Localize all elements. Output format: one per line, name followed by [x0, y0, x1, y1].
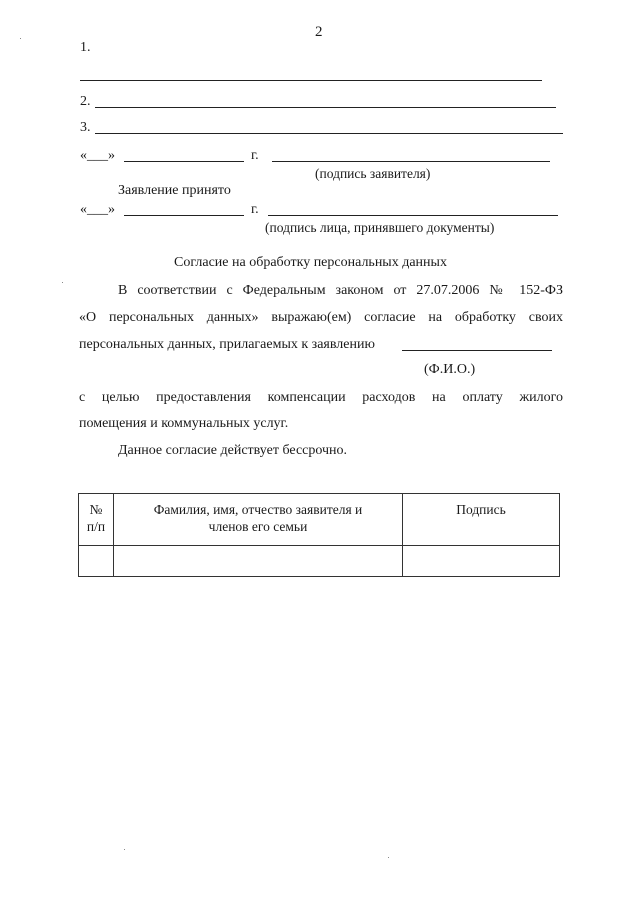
- cell-number[interactable]: [79, 546, 114, 577]
- applicant-signature-caption: (подпись заявителя): [315, 166, 431, 181]
- scan-speck: [20, 38, 21, 39]
- scan-speck: [124, 849, 125, 850]
- item-2-label: 2.: [80, 94, 91, 109]
- fio-blank-line[interactable]: [402, 350, 552, 351]
- item-2-blank-line[interactable]: [95, 107, 556, 108]
- acceptor-date-day: «___»: [80, 202, 115, 217]
- header-signature: Подпись: [403, 494, 560, 546]
- header-number-line-2: п/п: [86, 519, 106, 534]
- item-1-label: 1.: [80, 40, 91, 55]
- scan-speck: [388, 857, 389, 858]
- table-row: [79, 546, 560, 577]
- cell-fullname[interactable]: [114, 546, 403, 577]
- table-header-row: [79, 494, 560, 546]
- item-3-label: 3.: [80, 120, 91, 135]
- header-number: [79, 494, 114, 546]
- consent-paragraph-line-3: персональных данных, прилагаемых к заявлению: [79, 337, 375, 352]
- header-number-line-1: №: [89, 502, 103, 517]
- purpose-line-1: с целью предоставления компенсации расходов на оплату жилого: [79, 390, 563, 405]
- accepted-label: Заявление принято: [118, 183, 231, 198]
- applicant-signature-blank[interactable]: [272, 161, 550, 162]
- consent-title: Согласие на обработку персональных данных: [174, 255, 447, 270]
- fio-caption: (Ф.И.О.): [424, 362, 476, 377]
- scan-speck: [62, 282, 63, 283]
- consent-paragraph-line-2: «О персональных данных» выражаю(ем) согласие на обработку своих: [79, 310, 563, 325]
- consent-validity: Данное согласие действует бессрочно.: [118, 443, 348, 458]
- applicant-year-suffix: г.: [251, 148, 259, 163]
- header-fullname: [114, 494, 403, 546]
- item-3-blank-line[interactable]: [95, 133, 563, 134]
- applicant-date-day: «___»: [80, 148, 115, 163]
- acceptor-date-month-blank[interactable]: [124, 215, 244, 216]
- acceptor-signature-blank[interactable]: [268, 215, 558, 216]
- acceptor-signature-caption: (подпись лица, принявшего документы): [265, 220, 495, 235]
- applicant-date-month-blank[interactable]: [124, 161, 244, 162]
- consent-paragraph-line-1: В соответствии с Федеральным законом от 27.07.2006 № 152-ФЗ: [118, 283, 563, 298]
- header-fullname-line-1: Фамилия, имя, отчество заявителя и: [153, 502, 363, 517]
- header-fullname-line-2: членов его семьи: [208, 519, 308, 534]
- item-1-blank-line[interactable]: [80, 80, 542, 81]
- acceptor-year-suffix: г.: [251, 202, 259, 217]
- cell-signature[interactable]: [403, 546, 560, 577]
- signature-table: [78, 493, 560, 577]
- purpose-line-2: помещения и коммунальных услуг.: [79, 416, 289, 431]
- page-number: 2: [315, 24, 323, 40]
